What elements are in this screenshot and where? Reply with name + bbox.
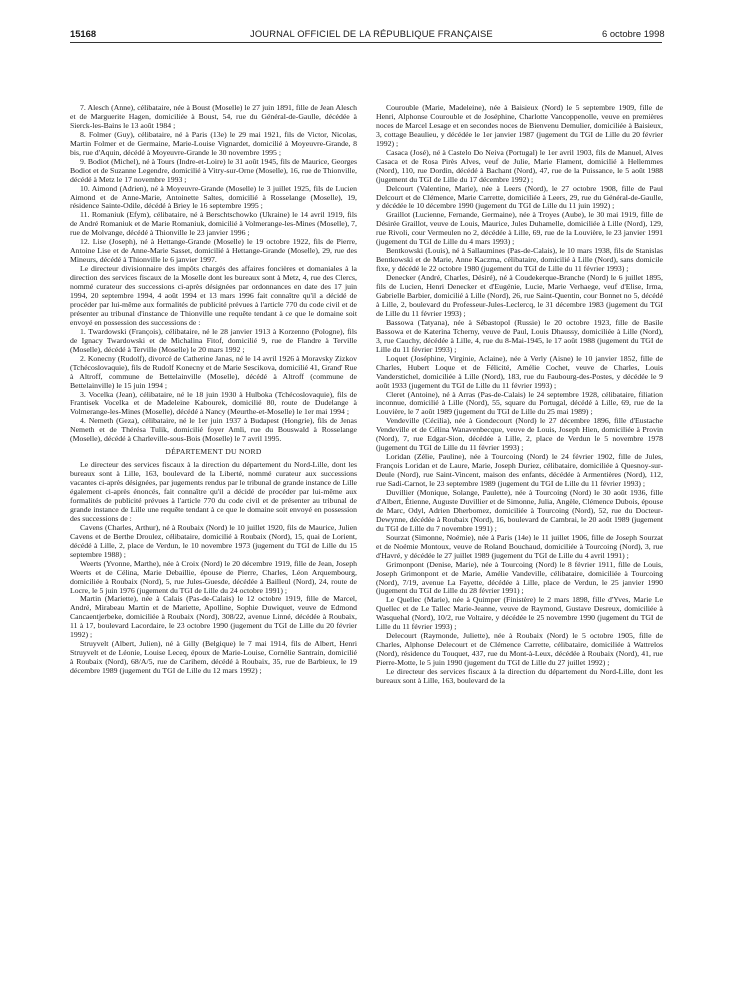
paragraph: Denecker (André, Charles, Désiré), né à Coudekerque-Branche (Nord) le 6 juillet 1895, fils de Lucien, Henri Denecker et d'Eugénie, Lucie, Marie Verhaege, veuf d'Elise, Irma, Gabrielle Barbier, domicilié à Lille (Nord), 26, rue Saint-Quentin, cour Bonnet no 5, décédé à Lille, 2, boulevard du Professeur-Jules-Leclercq, le 31 décembre 1983 (jugement du TGI de Lille du 11 février 1993) ; xyxy=(376,273,663,318)
paragraph: Martin (Mariette), née à Calais (Pas-de-Calais) le 12 octobre 1919, fille de Marcel, André, Mirabeau Martin et de Mariette, Apolline, Sophie Duwiquet, veuve de Edmond Cancaentjerbeke, domiciliée à Roubaix (Nord), 308/22, avenue Linné, décédée à Roubaix, 11 à 17, boulevard Lacordaire, le 23 octobre 1990 (jugement du TGI de Lille du 20 février 1992) ; xyxy=(70,594,357,640)
paragraph: 8. Folmer (Guy), célibataire, né à Paris (13e) le 29 mai 1921, fils de Victor, Nicolas, Martin Folmer et de Germaine, Marie-Louise Vignardet, domicilié à Moyeuvre-Grande, 8 bis, rue d'Aquin, décédé à Moyeuvre-Grande le 30 novembre 1995 ; xyxy=(70,129,357,157)
page-number: 15168 xyxy=(70,28,97,39)
header-rule xyxy=(70,42,662,43)
page-header xyxy=(0,0,731,40)
paragraph: Cavens (Charles, Arthur), né à Roubaix (Nord) le 10 juillet 1920, fils de Maurice, Julien Cavens et de Berthe Droulez, célibataire, domicilié à Roubaix (Nord), 15, quai de Lorient, décédé à Lille, 2, place de Verdun, le 10 novembre 1973 (jugement du TGI de Lille du 15 septembre 1988) ; xyxy=(70,522,357,559)
paragraph: Le Quellec (Marie), née à Quimper (Finistère) le 2 mars 1898, fille d'Yves, Marie Le Quellec et de Le Tallec Marie-Jeanne, veuve de Raymond, Gustave Desreux, domiciliée à Wasquehal (Nord), 10/2, rue Voltaire, y décédée le 25 novembre 1990 (jugement du TGI de Lille du 11 février 1993) ; xyxy=(376,595,663,632)
paragraph: Delecourt (Raymonde, Juliette), née à Roubaix (Nord) le 5 octobre 1905, fille de Charles, Alphonse Delecourt et de Clémence Carrette, célibataire, domiciliée à Wattrelos (Nord), résidence du Touquet, 437, rue du Mont-à-Leux, décédée à Roubaix (Nord), 41, rue Pierre-Motte, le 5 juin 1990 (jugement du TGI de Lille du 27 juillet 1992) ; xyxy=(376,631,663,668)
paragraph: Delcourt (Valentine, Marie), née à Leers (Nord), le 27 octobre 1908, fille de Paul Delcourt et de Clémence, Marie Carrette, domiciliée à Leers, 29, rue du Général-de-Gaulle, y décédée le 10 décembre 1990 (jugement du TGI de Lille du 11 juin 1992) ; xyxy=(376,183,663,211)
paragraph: Duvillier (Monique, Solange, Paulette), née à Tourcoing (Nord) le 30 août 1936, fille d'Albert, Étienne, Auguste Duvillier et de Simonne, Julia, Angèle, Clémence Dubois, épouse de Marc, Odyl, Adrien Dherbomez, domiciliée à Tourcoing (Nord), 52, rue du Docteur-Dewynne, décédée à Roubaix (Nord), 16, boulevard de Cambrai, le 20 août 1989 (jugement du TGI de Lille du 7 novembre 1991) ; xyxy=(376,487,663,533)
section-heading: DÉPARTEMENT DU NORD xyxy=(165,447,262,457)
paragraph: Struyvelt (Albert, Julien), né à Gilly (Belgique) le 7 mai 1914, fils de Albert, Henri Struyvelt et de Léonie, Louise Leceq, époux de Marie-Louise, Cornélie Santrain, domicilié à Roubaix (Nord), 68/A/5, rue de Carihem, décédé à Roubaix, 35, rue de Barbieux, le 19 décembre 1989 (jugement du TGI de Lille du 12 mars 1992) ; xyxy=(70,639,357,676)
paragraph: Loquet (Joséphine, Virginie, Aclaine), née à Verly (Aisne) le 10 janvier 1852, fille de Charles, Hubert Loque et de Félicité, Amélie Cochet, veuve de Charles, Louis Vanderstichel, domiciliée à Lille (Nord), 183, rue du Faubourg-des-Postes, y décédée le 9 août 1933 (jugement du TGI de Lille du 11 février 1993) ; xyxy=(376,353,663,390)
paragraph: Casaca (José), né à Castelo Do Neiva (Portugal) le 1er avril 1903, fils de Manuel, Alves Casaca et de Rosa Pirès Alves, veuf de Julie, Marie Flament, domicilié à Hellemmes (Nord), 110, rue Dordin, décédé à Bachant (Nord), 47, rue de la Puissance, le 5 août 1988 (jugement du TGI de Lille du 17 décembre 1992) ; xyxy=(376,147,663,184)
paragraph: 9. Bodiot (Michel), né à Tours (Indre-et-Loire) le 31 août 1945, fils de Maurice, Georges Bodiot et de Suzanne Legendre, domicilié à Vitry-sur-Orne (Moselle), 16, rue de Thionville, décédé à Metz le 17 novembre 1993 ; xyxy=(70,156,357,184)
paragraph: 3. Vocelka (Jean), célibataire, né le 18 juin 1930 à Hulboka (Tchécoslovaquie), fils de Frantisek Vocelka et de Madeleine Kabourek, domicilié 80, route de Dudelange à Volmerange-les-Mines (Moselle), décédé à Nancy (Meurthe-et-Moselle) le 1er mai 1994 ; xyxy=(70,389,357,417)
paragraph: Le directeur divisionnaire des impôts chargés des affaires foncières et domaniales à la direction des services fiscaux de la Moselle dont les bureaux sont à Metz, 4, rue des Clercs, nommé curateur des successions ci-après désignées par ordonnances en date des 17 juin 1994, 20 septembre 1994, 4 août 1994 et 13 mars 1996 fait connaître qu'il a décidé de procéder par lui-même aux formalités de publicité prévues à l'article 770 du code civil et de présenter au tribunal d'instance de Thionville une requête tendant à ce que le domaine soit envoyé en possession des successions de : xyxy=(70,264,357,327)
paragraph: Le directeur des services fiscaux à la direction du département du Nord-Lille, dont les bureaux sont à Lille, 163, boulevard de la xyxy=(376,667,663,685)
paragraph: Cleret (Antoine), né à Arras (Pas-de-Calais) le 24 septembre 1928, célibataire, filiation inconnue, domicilié à Lille (Nord), 55, square du Portugal, décédé à Lille, 69, rue de la Louvière, le 7 août 1989 (jugement du TGI de Lille du 25 mai 1989) ; xyxy=(376,389,663,417)
paragraph: Loridan (Zélie, Pauline), née à Tourcoing (Nord) le 24 février 1902, fille de Jules, François Loridan et de Laure, Marie, Joseph Duriez, célibataire, domiciliée à Quesnoy-sur-Deule (Nord), rue Saint-Vincent, maison des enfants, décédée à Armentières (Nord), 112, rue Sadi-Carnot, le 23 septembre 1989 (jugement du TGI de Lille du 11 février 1993) ; xyxy=(376,452,663,489)
paragraph: 2. Konecny (Rudolf), divorcé de Catherine Janas, né le 14 avril 1926 à Moravsky Zizkov (Tchécoslovaquie), fils de Rudolf Konecny et de Marie Sescikova, domicilié 41, Grand' Rue à Altroff, commune de Bettelainville (Moselle), décédé à Altroff (commune de Bettelainville) le 15 juin 1994 ; xyxy=(70,353,357,390)
right-column xyxy=(376,104,663,984)
paragraph: Bentkowski (Louis), né à Sallaumines (Pas-de-Calais), le 10 mars 1938, fils de Stanislas Bentkowski et de Marie, Anne Kaczma, célibataire, domicilié à Lille (Nord), sans domicile fixe, y décédé le 22 octobre 1980 (jugement du TGI de Lille du 11 février 1993) ; xyxy=(376,246,663,274)
paragraph: 11. Romaniuk (Efym), célibataire, né à Berschtschowko (Ukraine) le 14 avril 1919, fils de André Romaniuk et de Marie Romaniuk, domicilié à Volmerange-les-Mines (Moselle), 7, rue de Molvange, décédé à Thionville le 23 janvier 1996 ; xyxy=(70,210,357,238)
right-paragraphs xyxy=(376,104,663,686)
paragraph: Sourzat (Simonne, Noémie), née à Paris (14e) le 11 juillet 1906, fille de Joseph Sourzat et de Noémie Montoux, veuve de Roland Bouchaud, domiciliée à Tourcoing (Nord), 3, rue d'Havré, y décédée le 27 juillet 1989 (jugement du TGI de Lille du 4 avril 1991) ; xyxy=(376,532,663,560)
issue-date: 6 octobre 1998 xyxy=(602,28,665,39)
paragraph: Bassowa (Tatyana), née à Sébastopol (Russie) le 20 octobre 1923, fille de Basile Bassowa et de Katerina Tcherny, veuve de Paul, Louis Dhaussy, domiciliée à Lille (Nord), 3, rue Cauchy, décédée à Lille, 4, rue du 8-Mai-1945, le 17 août 1988 (jugement du TGI de Lille du 11 février 1993) ; xyxy=(376,317,663,354)
paragraph: Le directeur des services fiscaux à la direction du département du Nord-Lille, dont les bureaux sont à Lille, 163, boulevard de la Liberté, nommé curateur aux successions vacantes ci-après désignées, par jugements rendus par le tribunal de grande instance de Lille également ci-après énoncés, fait connaître qu'il a décidé de procéder par lui-même aux formalités de publicité prévues à l'article 770 du code civil et de présenter au tribunal de grande instance de Lille une requête tendant à ce que le domaine soit envoyé en possession des successions de : xyxy=(70,460,357,523)
paragraph: Courouble (Marie, Madeleine), née à Baisieux (Nord) le 5 septembre 1909, fille de Henri, Alphonse Courouble et de Joséphine, Charlotte Vancoppenolle, veuve en premières noces de Marcel Lesage et en secondes noces de Bienvenu Demulier, domiciliée à Baisieux, 3, cottage Beaulieu, y décédée le 1er janvier 1987 (jugement du TGI de Lille du 20 février 1992) ; xyxy=(376,104,663,148)
paragraph: Graillot (Lucienne, Fernande, Germaine), née à Troyes (Aube), le 30 mai 1919, fille de Désirée Graillot, veuve de Louis, Maurice, Jules Duhamelle, domiciliée à Lille (Nord), 129, rue Rivoli, cour Vermeulen no 2, décédée à Lille, 69, rue de la Louvière, le 23 janvier 1991 (jugement du TGI de Lille du 4 mars 1993) ; xyxy=(376,210,663,247)
left-column xyxy=(70,104,357,984)
paragraph: 4. Nemeth (Geza), célibataire, né le 1er juin 1937 à Budapest (Hongrie), fils de Jenas Nemeth et de Thérésa Tulik, domicilié foyer Amli, rue du Bouswald à Rosselange (Moselle), décédé à Charleville-sous-Bois (Moselle) le 7 avril 1995. xyxy=(70,416,357,444)
left-paragraphs-a xyxy=(70,104,357,444)
paragraph: Vendeville (Cécilia), née à Gondecourt (Nord) le 27 décembre 1896, fille d'Eustache Vendeville et de Célina Wanavenbecque, veuve de Louis, Joseph Hien, domiciliée à Provin (Nord), 7, rue Edgar-Sion, décédée à Lille, 2, place de Verdun le 5 novembre 1978 (jugement du TGI de Lille du 11 février 1993) ; xyxy=(376,416,663,453)
paragraph: 12. Lise (Joseph), né à Hettange-Grande (Moselle) le 19 octobre 1922, fils de Pierre, Antoine Lise et de Anne-Marie Sasset, domicilié à Hettange-Grande (Moselle), 29, rue des Mineurs, décédé à Thionville le 6 janvier 1997. xyxy=(70,237,357,265)
paragraph: 10. Aimond (Adrien), né à Moyeuvre-Grande (Moselle) le 3 juillet 1925, fils de Lucien Aimond et de Anne-Marie, Antoinette Saltes, domicilié à Rosselange (Moselle), 19, résidence Sainte-Odile, décédé à Briey le 16 septembre 1995 ; xyxy=(70,183,357,211)
left-paragraphs-b xyxy=(70,461,357,676)
paragraph: Grimonpont (Denise, Marie), née à Tourcoing (Nord) le 8 février 1911, fille de Louis, Joseph Grimonpont et de Marie, Amélie Vandeville, célibataire, domiciliée à Tourcoing (Nord), 7/19, avenue La Fayette, décédée à Lille, place de Verdun, le 25 janvier 1990 (jugement du TGI de Lille du 28 février 1991) ; xyxy=(376,559,663,596)
paragraph: 1. Twardowski (François), célibataire, né le 28 janvier 1913 à Korzenno (Pologne), fils de Ignacy Twardowski et de Michalina Fitof, domicilié 9, rue de Flandre à Terville (Moselle), décédé à Terville (Moselle) le 20 mars 1992 ; xyxy=(70,326,357,354)
paragraph: 7. Alesch (Anne), célibataire, née à Boust (Moselle) le 27 juin 1891, fille de Jean Alesch et de Marguerite Hagen, domiciliée à Boust, 54, rue du Général-de-Gaulle, décédée à Sierck-les-Bains le 13 août 1984 ; xyxy=(70,104,357,130)
paragraph: Weerts (Yvonne, Marthe), née à Croix (Nord) le 20 décembre 1919, fille de Jean, Joseph Weerts et de Célina, Marie Debaillie, épouse de Pierre, Charles, Léon Arquembourg, domiciliée à Roubaix (Nord), 5, rue Jules-Guesde, décédée à Bailleul (Nord), 24, route de Locre, le 5 juin 1976 (jugement du TGI de Lille du 24 octobre 1991) ; xyxy=(70,558,357,595)
journal-title: JOURNAL OFFICIEL DE LA RÉPUBLIQUE FRANÇAISE xyxy=(250,28,493,39)
